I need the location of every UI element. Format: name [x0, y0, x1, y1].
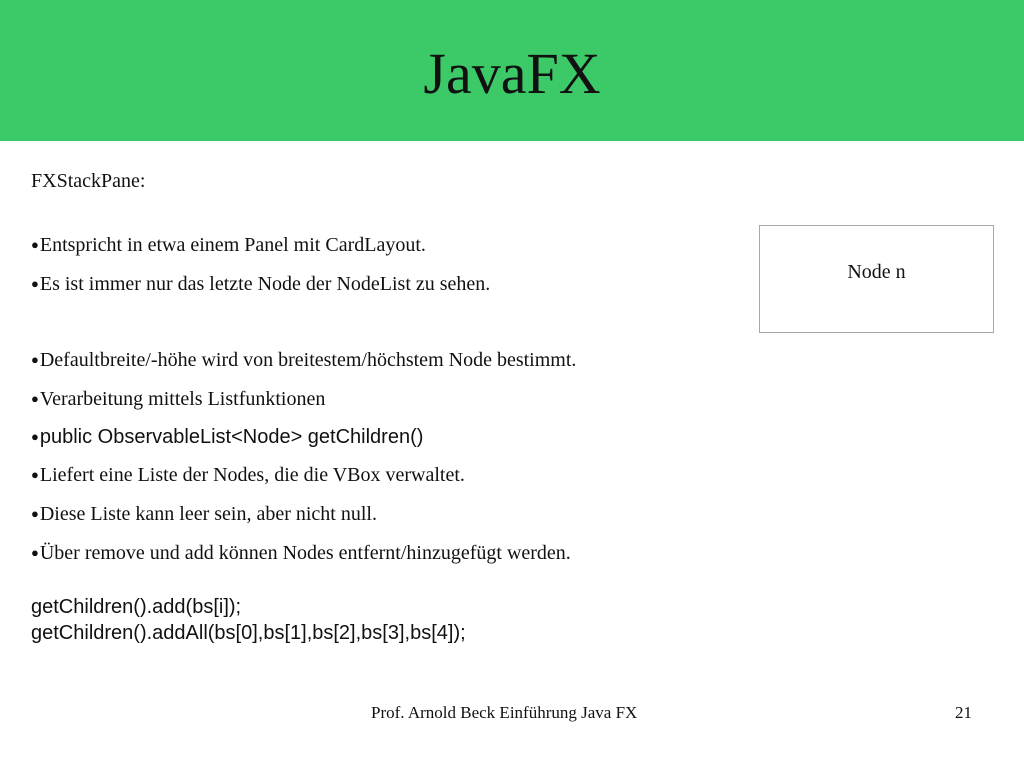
bullet-item [31, 502, 377, 528]
bullet-text: Diese Liste kann leer sein, aber nicht null. [39, 503, 377, 525]
bullet-dot-icon: ● [31, 391, 39, 406]
bullet-text: Verarbeitung mittels Listfunktionen [39, 388, 326, 410]
page-number: 21 [955, 703, 972, 722]
bullet-item [31, 463, 465, 489]
section-heading: FXStackPane: [31, 170, 146, 192]
bullet-text: Liefert eine Liste der Nodes, die die VBox verwaltet. [39, 464, 465, 486]
code-line: getChildren().addAll(bs[0],bs[1],bs[2],bs[3],bs[4]); [31, 622, 466, 644]
footer-text: Prof. Arnold Beck Einführung Java FX [371, 703, 638, 722]
bullet-dot-icon: ● [31, 237, 39, 252]
bullet-item [31, 348, 576, 374]
bullet-item [31, 425, 423, 451]
bullet-text-code: public ObservableList<Node> getChildren() [39, 426, 424, 448]
bullet-dot-icon: ● [31, 429, 39, 444]
node-box-label: Node n [847, 261, 906, 283]
bullet-dot-icon: ● [31, 545, 39, 560]
node-box [759, 225, 994, 333]
bullet-text: Defaultbreite/-höhe wird von breitestem/höchstem Node bestimmt. [39, 349, 577, 371]
bullet-item [31, 272, 490, 298]
bullet-dot-icon: ● [31, 276, 39, 291]
bullet-dot-icon: ● [31, 467, 39, 482]
bullet-text: Es ist immer nur das letzte Node der NodeList zu sehen. [39, 273, 491, 295]
bullet-text: Entspricht in etwa einem Panel mit CardLayout. [39, 234, 426, 256]
bullet-item [31, 541, 571, 567]
bullet-item [31, 233, 426, 259]
bullet-item [31, 387, 325, 413]
code-line: getChildren().add(bs[i]); [31, 596, 242, 618]
bullet-dot-icon: ● [31, 506, 39, 521]
bullet-dot-icon: ● [31, 352, 39, 367]
bullet-text: Über remove und add können Nodes entfernt/hinzugefügt werden. [39, 542, 571, 564]
slide-title: JavaFX [423, 41, 601, 106]
